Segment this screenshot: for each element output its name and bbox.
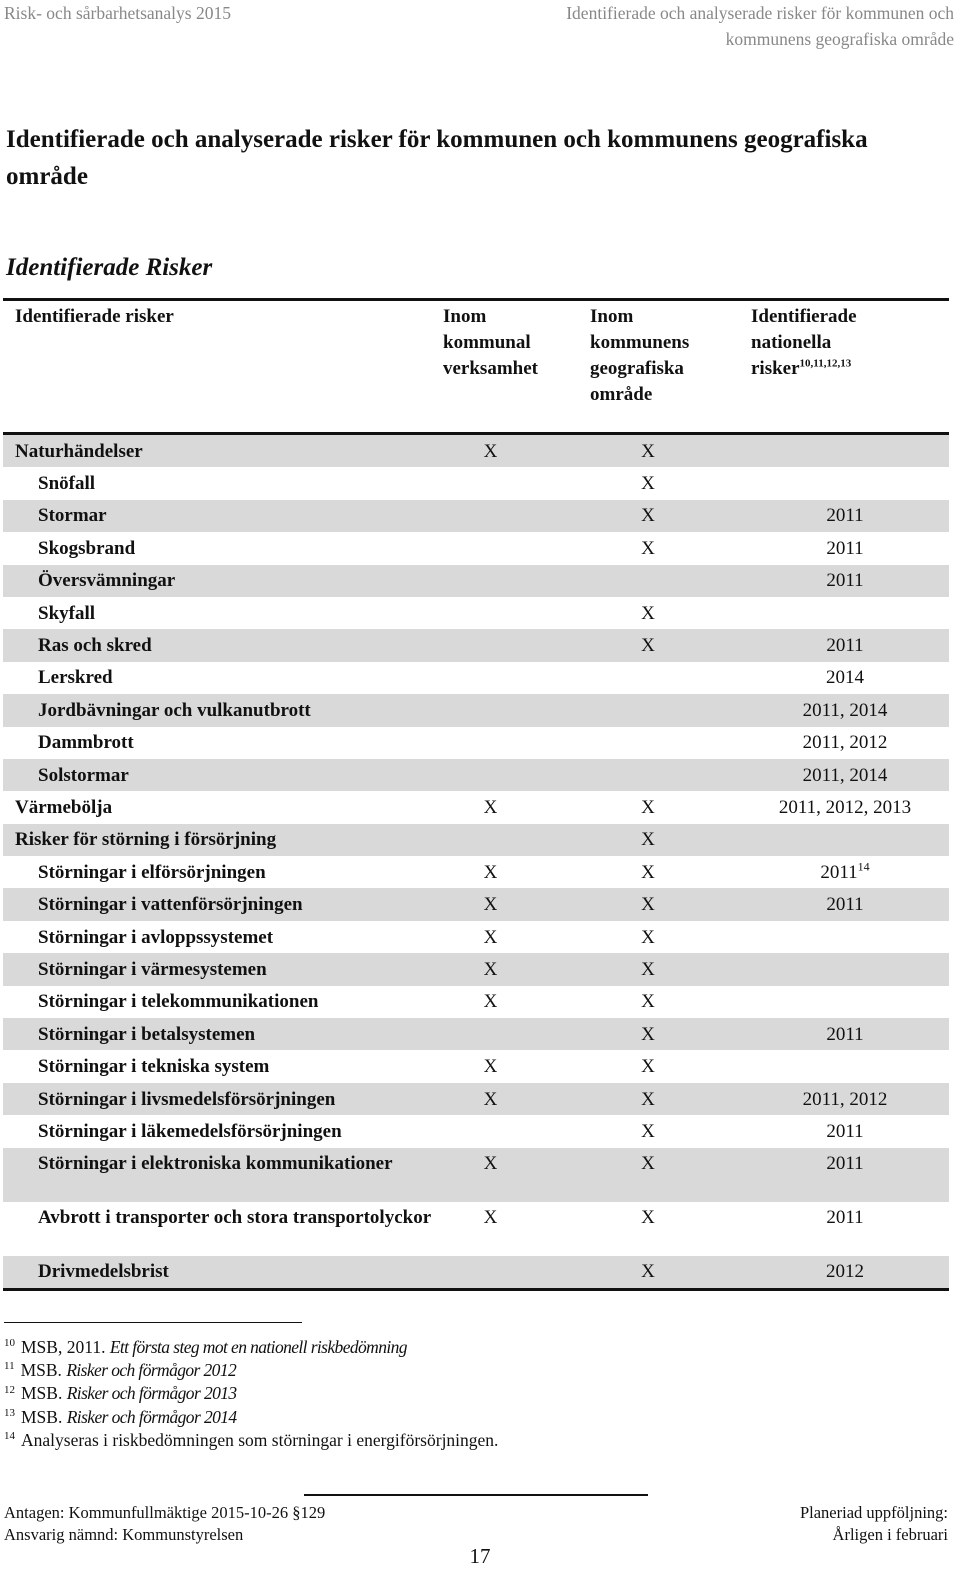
- kommunal-mark: [443, 727, 590, 759]
- table-row: [3, 565, 949, 597]
- geografiskt-mark: X: [590, 500, 751, 532]
- nationella-years: [751, 467, 949, 499]
- nationella-years: 2011: [826, 1206, 864, 1228]
- risk-name: Avbrott i transporter och stora transportolyckor: [38, 1206, 432, 1228]
- nationella-years: 2011, 2012, 2013: [778, 796, 912, 818]
- footer-right: [800, 1502, 948, 1546]
- geografiskt-mark: [590, 565, 751, 597]
- risk-name: Naturhändelser: [3, 434, 443, 468]
- nationella-years: [751, 1050, 949, 1082]
- section-title: Identifierade Risker: [6, 254, 213, 281]
- risk-name: Skogsbrand: [38, 537, 136, 559]
- footer-responsible: Ansvarig nämnd: Kommunstyrelsen: [4, 1525, 244, 1544]
- kommunal-mark: X: [483, 1056, 498, 1078]
- page-number: 17: [469, 1544, 491, 1568]
- risk-name: Ras och skred: [3, 629, 443, 661]
- risk-name: Störningar i elektroniska kommunikationer: [3, 1148, 443, 1202]
- risk-name: Störningar i tekniska system: [38, 1056, 270, 1078]
- geografiskt-mark: X: [590, 953, 751, 985]
- nationella-years: [751, 434, 949, 468]
- geografiskt-mark: X: [641, 861, 655, 883]
- table-row: [3, 662, 949, 694]
- nationella-years: 2012: [751, 1256, 949, 1290]
- kommunal-mark: X: [483, 991, 498, 1013]
- geografiskt-mark: X: [590, 629, 751, 661]
- footnote: $^{13}$ MSB. Risker och förmågor 2014: [4, 1406, 237, 1427]
- geografiskt-mark: X: [641, 796, 655, 818]
- nationella-years: 2011: [751, 1018, 949, 1050]
- page-title: Identifierade och analyserade risker för kommunen och kommunens geografiska område: [6, 126, 868, 190]
- kommunal-mark: X: [443, 953, 590, 985]
- geografiskt-mark: X: [641, 473, 655, 495]
- geografiskt-mark: [590, 727, 751, 759]
- table-row: [3, 532, 949, 564]
- kommunal-mark: [443, 565, 590, 597]
- kommunal-mark: [443, 532, 590, 564]
- footnote: $^{14}$ Analyseras i riskbedömningen som störningar i energiförsörjningen.: [4, 1429, 499, 1450]
- footer-followup-value: Årligen i februari: [832, 1525, 948, 1544]
- column-header-risk: Identifierade risker: [3, 300, 443, 434]
- nationella-years: 2011, 2012: [802, 732, 888, 754]
- table-row: [3, 727, 949, 759]
- risk-name: Solstormar: [3, 759, 443, 791]
- geografiskt-mark: [590, 759, 751, 791]
- footer-separator: [304, 1494, 648, 1496]
- nationella-years: 2011, 2012: [751, 1083, 949, 1115]
- risk-name: Skyfall: [38, 602, 96, 624]
- geografiskt-mark: X: [590, 1256, 751, 1290]
- table-row: [3, 824, 949, 856]
- risk-name: Störningar i telekommunikationen: [38, 991, 319, 1013]
- risk-name: Jordbävningar och vulkanutbrott: [3, 694, 443, 726]
- table-row: [3, 597, 949, 629]
- table-row: [3, 759, 949, 791]
- column-header-geografiskt: Inom kommunens geografiska område: [590, 300, 751, 434]
- nationella-years: 2011$^{14}$: [820, 859, 870, 883]
- kommunal-mark: [443, 629, 590, 661]
- kommunal-mark: [443, 597, 590, 629]
- kommunal-mark: X: [443, 888, 590, 920]
- kommunal-mark: X: [443, 434, 590, 468]
- nationella-years: 2011: [751, 500, 949, 532]
- geografiskt-mark: X: [590, 434, 751, 468]
- nationella-years: 2011, 2014: [751, 759, 949, 791]
- risk-name: Störningar i avloppssystemet: [38, 926, 274, 948]
- geografiskt-mark: X: [641, 1206, 655, 1228]
- table-row: [3, 856, 949, 888]
- geografiskt-mark: X: [641, 602, 655, 624]
- kommunal-mark: X: [483, 1206, 498, 1228]
- table-row: [3, 986, 949, 1018]
- table-row: [3, 1050, 949, 1082]
- kommunal-mark: [443, 759, 590, 791]
- geografiskt-mark: X: [590, 1018, 751, 1050]
- table-row: [3, 500, 949, 532]
- table-row: [3, 694, 949, 726]
- header-footnote-refs: 10,11,12,13: [799, 357, 852, 370]
- kommunal-mark: [443, 1256, 590, 1290]
- risk-name: Störningar i läkemedelsförsörjningen: [38, 1120, 342, 1142]
- table-row: [3, 888, 949, 920]
- nationella-years: [751, 986, 949, 1018]
- table-row: [3, 467, 949, 499]
- table-row: [3, 1018, 949, 1050]
- risk-name: Drivmedelsbrist: [3, 1256, 443, 1290]
- risk-name: Värmebölja: [15, 796, 113, 818]
- nationella-years: 2011: [751, 565, 949, 597]
- table-row: [3, 921, 949, 953]
- footnote-ref: 14: [857, 859, 870, 874]
- geografiskt-mark: X: [641, 537, 655, 559]
- footer-left: [4, 1502, 325, 1546]
- running-header-left: Risk- och sårbarhetsanalys 2015: [4, 3, 231, 23]
- table-row: [3, 1202, 949, 1256]
- kommunal-mark: [443, 1018, 590, 1050]
- risk-name: Störningar i livsmedelsförsörjningen: [3, 1083, 443, 1115]
- table-row: [3, 434, 949, 468]
- kommunal-mark: [443, 662, 590, 694]
- nationella-years: 2011: [751, 888, 949, 920]
- risk-name: Översvämningar: [3, 565, 443, 597]
- risk-name: Störningar i vattenförsörjningen: [3, 888, 443, 920]
- risk-name: Stormar: [3, 500, 443, 532]
- table-row: [3, 953, 949, 985]
- nationella-years: 2011: [826, 1120, 864, 1142]
- nationella-years: [751, 921, 949, 953]
- running-header-right-line1: Identifierade och analyserade risker för kommunen och: [566, 3, 954, 23]
- table-row: [3, 1115, 949, 1147]
- kommunal-mark: X: [443, 1083, 590, 1115]
- footer-adopted: Antagen: Kommunfullmäktige 2015-10-26 §129: [4, 1503, 326, 1522]
- nationella-years: 2011: [751, 629, 949, 661]
- geografiskt-mark: X: [641, 926, 655, 948]
- risk-name: Snöfall: [38, 473, 96, 495]
- nationella-years: [751, 597, 949, 629]
- nationella-years: [751, 953, 949, 985]
- table-header-row: [3, 300, 949, 434]
- risk-name: Störningar i värmesystemen: [3, 953, 443, 985]
- footnote: $^{12}$ MSB. Risker och förmågor 2013: [4, 1383, 237, 1404]
- geografiskt-mark: X: [590, 888, 751, 920]
- risk-name: Störningar i betalsystemen: [3, 1018, 443, 1050]
- risk-name: Dammbrott: [38, 732, 134, 754]
- geografiskt-mark: [590, 662, 751, 694]
- kommunal-mark: [443, 467, 590, 499]
- kommunal-mark: X: [483, 861, 498, 883]
- footnote: $^{10}$ MSB, 2011. Ett första steg mot en nationell riskbedömning: [4, 1337, 407, 1357]
- footer-followup-label: Planeriad uppföljning:: [799, 1503, 948, 1522]
- risk-name: Störningar i elförsörjningen: [38, 861, 266, 883]
- nationella-years: 2014: [826, 667, 864, 689]
- geografiskt-mark: X: [590, 1083, 751, 1115]
- footnote-separator: [4, 1322, 302, 1323]
- risk-name: Lerskred: [38, 667, 113, 689]
- risk-name: Risker för störning i försörjning: [3, 824, 443, 856]
- geografiskt-mark: X: [590, 1148, 751, 1202]
- geografiskt-mark: [590, 694, 751, 726]
- risk-table: [3, 298, 949, 1291]
- running-header-right: [566, 0, 954, 52]
- table-row: [3, 629, 949, 661]
- nationella-years: 2011: [826, 537, 864, 559]
- kommunal-mark: [443, 1115, 590, 1147]
- kommunal-mark: X: [483, 926, 498, 948]
- geografiskt-mark: X: [641, 1120, 655, 1142]
- footnote: $^{11}$ MSB. Risker och förmågor 2012: [4, 1360, 237, 1381]
- table-row: [3, 1083, 949, 1115]
- nationella-years: 2011: [751, 1148, 949, 1202]
- table-row: [3, 791, 949, 823]
- geografiskt-mark: X: [590, 824, 751, 856]
- column-header-kommunal: Inom kommunal verksamhet: [443, 300, 590, 434]
- table-row: [3, 1256, 949, 1290]
- geografiskt-mark: X: [641, 991, 655, 1013]
- footnotes: [4, 1336, 498, 1452]
- geografiskt-mark: X: [641, 1056, 655, 1078]
- kommunal-mark: [443, 500, 590, 532]
- kommunal-mark: [443, 694, 590, 726]
- nationella-years: [751, 824, 949, 856]
- column-header-nationella: Identifierade nationella risker$^{10,11,12,13}$: [751, 300, 949, 434]
- running-header-right-line2: kommunens geografiska område: [725, 29, 954, 49]
- nationella-years: 2011, 2014: [751, 694, 949, 726]
- table-row: [3, 1148, 949, 1202]
- kommunal-mark: X: [443, 1148, 590, 1202]
- kommunal-mark: [443, 824, 590, 856]
- kommunal-mark: X: [483, 796, 498, 818]
